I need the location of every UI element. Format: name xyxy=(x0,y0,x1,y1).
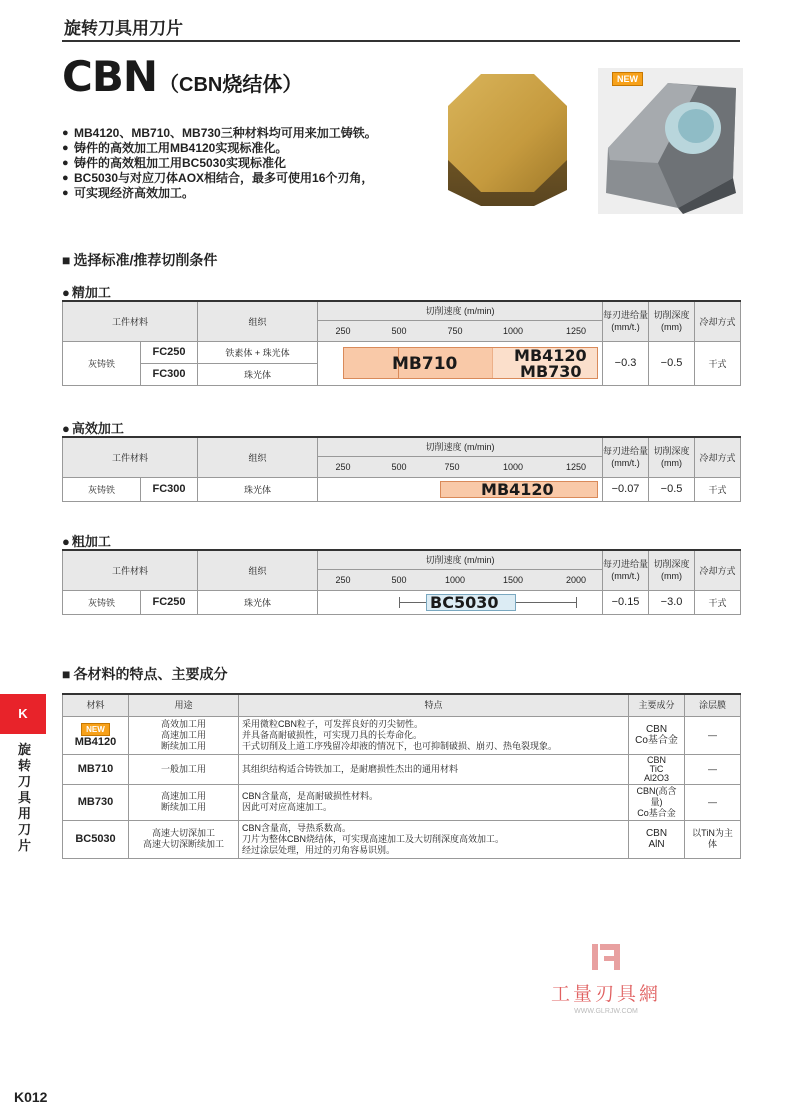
feature-cell: CBN含量高，是高耐破损性材料。 因此可对应高速加工。 xyxy=(239,784,629,820)
header-depth: 切削深度 (mm) xyxy=(649,301,695,341)
use-cell: 高速大切深加工 高速大切深断续加工 xyxy=(129,820,239,858)
use-cell: 高效加工用 高速加工用 断续加工用 xyxy=(129,716,239,754)
header-material: 工件材料 xyxy=(63,550,198,590)
new-badge: NEW xyxy=(612,72,643,86)
bar-label-bc5030: BC5030 xyxy=(430,592,499,612)
header-speed: 切削速度 (m/min) xyxy=(318,550,603,569)
tick-label: 500 xyxy=(391,574,407,585)
tick-label: 1000 xyxy=(445,574,466,585)
tick-label: 250 xyxy=(335,325,351,336)
structure-cell: 珠光体 xyxy=(198,590,318,614)
grade-cell: FC250 xyxy=(141,341,198,363)
title-main: CBN xyxy=(62,52,157,101)
speed-axis xyxy=(318,569,603,590)
depth-value: −0.5 xyxy=(649,477,695,501)
header-speed: 切削速度 (m/min) xyxy=(318,437,603,456)
tick-label: 750 xyxy=(447,325,463,336)
range-end-tick xyxy=(576,597,577,608)
header-material: 工件材料 xyxy=(63,301,198,341)
header-structure: 组织 xyxy=(198,301,318,341)
use-cell: 一般加工用 xyxy=(129,754,239,784)
subheading-roughing: ● 粗加工 xyxy=(62,531,111,550)
header-structure: 组织 xyxy=(198,550,318,590)
depth-value: −3.0 xyxy=(649,590,695,614)
material-features-table xyxy=(62,693,741,859)
tick-label: 250 xyxy=(335,461,351,472)
header-coolant: 冷却方式 xyxy=(695,550,741,590)
bullet-item: ● MB4120、MB710、MB730三种材料均可用来加工铸铁。 xyxy=(62,126,422,141)
header-use: 用途 xyxy=(129,694,239,716)
feed-value: −0.3 xyxy=(603,341,649,385)
header-composition: 主要成分 xyxy=(629,694,685,716)
grade-cell: FC250 xyxy=(141,590,198,614)
material-cell: 灰铸铁 xyxy=(63,341,141,385)
bullet-item: ● 铸件的高效粗加工用BC5030实现标准化 xyxy=(62,156,422,171)
use-cell: 高速加工用 断续加工用 xyxy=(129,784,239,820)
bar-label-mb4120: MB4120 xyxy=(514,345,587,365)
feature-cell: 采用微粒CBN粒子，可发挥良好的刃尖韧性。 并具备高耐破损性，可实现刀具的长寿命化。 干式切削及上道工序残留冷却液的情况下，也可抑制破损、崩刃、热龟裂现象。 xyxy=(239,716,629,754)
composition-cell: CBN Co基合金 xyxy=(629,716,685,754)
composition-cell: CBN TiC Al2O3 xyxy=(629,754,685,784)
header-coolant: 冷却方式 xyxy=(695,437,741,477)
title-sub: （CBN烧结体） xyxy=(159,74,303,96)
bullet-item: ● BC5030与对应刀体AOX相结合，最多可使用16个刃角， xyxy=(62,171,422,186)
feature-cell: CBN含量高，导热系数高。 刀片为整体CBN烧结体，可实现高速加工及大切削深度高效加工。 经过涂层处理，用过的刃角容易识别。 xyxy=(239,820,629,858)
bullet-item: ● 可实现经济高效加工。 xyxy=(62,186,422,201)
header-feature: 特点 xyxy=(239,694,629,716)
header-coolant: 冷却方式 xyxy=(695,301,741,341)
header-material: 材料 xyxy=(63,694,129,716)
header-depth: 切削深度 (mm) xyxy=(649,437,695,477)
coating-cell: — xyxy=(685,716,741,754)
coating-cell: — xyxy=(685,754,741,784)
material-name: MB710 xyxy=(77,762,114,775)
material-name: MB4120 xyxy=(74,735,117,748)
page-number: K012 xyxy=(14,1089,48,1105)
material-name: BC5030 xyxy=(75,832,116,845)
header-speed: 切削速度 (m/min) xyxy=(318,301,603,320)
feature-bullets xyxy=(62,126,422,201)
new-badge: NEW xyxy=(81,723,110,736)
header-feed: 每刃进给量 (mm/t.) xyxy=(603,550,649,590)
tick-label: 250 xyxy=(335,574,351,585)
bar-label-mb730: MB730 xyxy=(520,361,582,381)
page-title xyxy=(62,52,302,101)
composition-cell: CBN AlN xyxy=(629,820,685,858)
tick-label: 750 xyxy=(444,461,460,472)
tick-label: 1250 xyxy=(566,325,587,336)
range-start-tick xyxy=(399,597,400,608)
speed-bars xyxy=(318,590,603,614)
subheading-high-efficiency: ● 高效加工 xyxy=(62,418,124,437)
header-structure: 组织 xyxy=(198,437,318,477)
tick-label: 500 xyxy=(391,325,407,336)
octagon-insert-image xyxy=(445,70,570,210)
bullet-item: ● 铸件的高效加工用MB4120实现标准化。 xyxy=(62,141,422,156)
material-cell: 灰铸铁 xyxy=(63,590,141,614)
coolant-value: 干式 xyxy=(695,590,741,614)
grade-cell: FC300 xyxy=(141,363,198,385)
coating-cell: — xyxy=(685,784,741,820)
cutter-body-image xyxy=(598,68,743,214)
watermark xyxy=(536,942,676,1015)
tick-label: 1000 xyxy=(503,461,524,472)
coolant-value: 干式 xyxy=(695,477,741,501)
header-feed: 每刃进给量 (mm/t.) xyxy=(603,301,649,341)
composition-cell: CBN(高含量) Co基合金 xyxy=(629,784,685,820)
material-cell xyxy=(63,754,129,784)
depth-value: −0.5 xyxy=(649,341,695,385)
tick-label: 2000 xyxy=(566,574,587,585)
material-cell xyxy=(63,716,129,754)
chapter-tab: K xyxy=(0,694,46,734)
header-material: 工件材料 xyxy=(63,437,198,477)
bar-label-mb710: MB710 xyxy=(392,353,458,374)
material-cell: 灰铸铁 xyxy=(63,477,141,501)
tick-label: 1500 xyxy=(503,574,524,585)
structure-cell: 珠光体 xyxy=(198,363,318,385)
structure-cell: 珠光体 xyxy=(198,477,318,501)
chapter-label: 旋转刀具用刀片 xyxy=(18,742,32,853)
subheading-finishing: ● 精加工 xyxy=(62,282,111,301)
speed-axis xyxy=(318,456,603,477)
header-title: 旋转刀具用刀片 xyxy=(64,19,183,38)
tick-label: 500 xyxy=(391,461,407,472)
bar-label-mb4120: MB4120 xyxy=(481,479,554,499)
section-heading-features: ■ 各材料的特点、主要成分 xyxy=(62,664,227,684)
coolant-value: 干式 xyxy=(695,341,741,385)
high-efficiency-table xyxy=(62,436,741,502)
header-divider xyxy=(62,40,740,42)
speed-axis xyxy=(318,320,603,341)
tick-label: 1000 xyxy=(503,325,524,336)
material-cell xyxy=(63,784,129,820)
watermark-url: WWW.GLRJW.COM xyxy=(574,1008,638,1015)
speed-bars xyxy=(318,341,603,385)
material-cell xyxy=(63,820,129,858)
feed-value: −0.15 xyxy=(603,590,649,614)
grade-cell: FC300 xyxy=(141,477,198,501)
feed-value: −0.07 xyxy=(603,477,649,501)
material-name: MB730 xyxy=(77,795,114,808)
speed-bars xyxy=(318,477,603,501)
watermark-logo-icon xyxy=(586,942,626,972)
feature-cell: 其组织结构适合铸铁加工，是耐磨损性杰出的通用材料 xyxy=(239,754,629,784)
coating-cell: 以TiN为主体 xyxy=(685,820,741,858)
watermark-text: 工量刃具網 xyxy=(550,984,661,1005)
finishing-table xyxy=(62,300,741,386)
tick-label: 1250 xyxy=(566,461,587,472)
roughing-table xyxy=(62,549,741,615)
section-heading-conditions: ■ 选择标准/推荐切削条件 xyxy=(62,250,217,270)
header-depth: 切削深度 (mm) xyxy=(649,550,695,590)
structure-cell: 铁素体 + 珠光体 xyxy=(198,341,318,363)
header-feed: 每刃进给量 (mm/t.) xyxy=(603,437,649,477)
header-coating: 涂层膜 xyxy=(685,694,741,716)
